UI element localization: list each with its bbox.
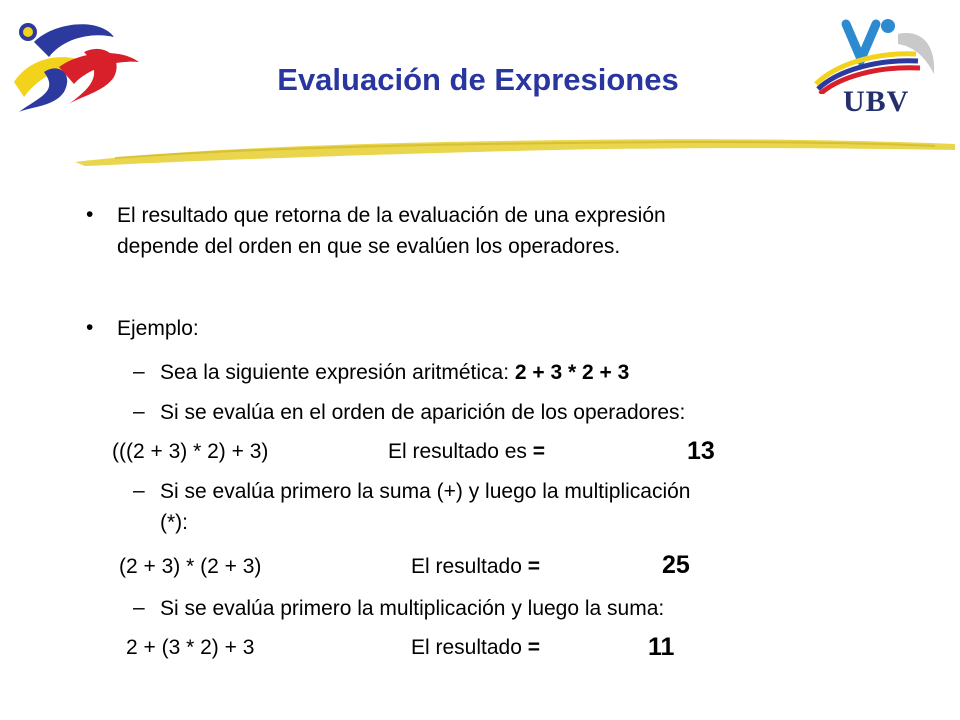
bullet1-line2: depende del orden en que se evalúen los operadores. (117, 235, 621, 258)
bullet-dot: • (86, 316, 94, 339)
example2-label: El resultado = (411, 555, 540, 578)
example1-result: 13 (687, 437, 715, 465)
sub2-text: Si se evalúa en el orden de aparición de los operadores: (160, 401, 686, 424)
sub1-expression: 2 + 3 * 2 + 3 (514, 361, 630, 384)
dash-marker: – (133, 360, 145, 383)
dash-marker: – (133, 479, 145, 502)
example3-result: 11 (648, 633, 675, 661)
bullet2-label: Ejemplo: (117, 317, 199, 340)
sub4-text: Si se evalúa primero la multiplicación y luego la suma: (160, 597, 665, 620)
dash-marker: – (133, 400, 145, 423)
ubv-logo-text: UBV (843, 85, 910, 118)
example2-result: 25 (662, 551, 690, 579)
example3-expression: 2 + (3 * 2) + 3 (126, 636, 255, 659)
sub1-text: Sea la siguiente expresión aritmética: 2 + 3 * 2 + 3 (160, 361, 630, 384)
sub3-line1: Si se evalúa primero la suma (+) y luego la multiplicación (160, 480, 691, 503)
slide-title: Evaluación de Expresiones (277, 62, 679, 97)
example1-expression: (((2 + 3) * 2) + 3) (112, 440, 269, 463)
example1-label: El resultado es = (388, 440, 546, 463)
bullet1-line1: El resultado que retorna de la evaluación de una expresión (117, 204, 666, 227)
yellow-brush-underline (75, 128, 955, 168)
example3-label: El resultado = (411, 636, 540, 659)
sub3-line2: (*): (160, 511, 188, 534)
dash-marker: – (133, 596, 145, 619)
example2-expression: (2 + 3) * (2 + 3) (119, 555, 262, 578)
bullet-dot: • (86, 203, 94, 226)
